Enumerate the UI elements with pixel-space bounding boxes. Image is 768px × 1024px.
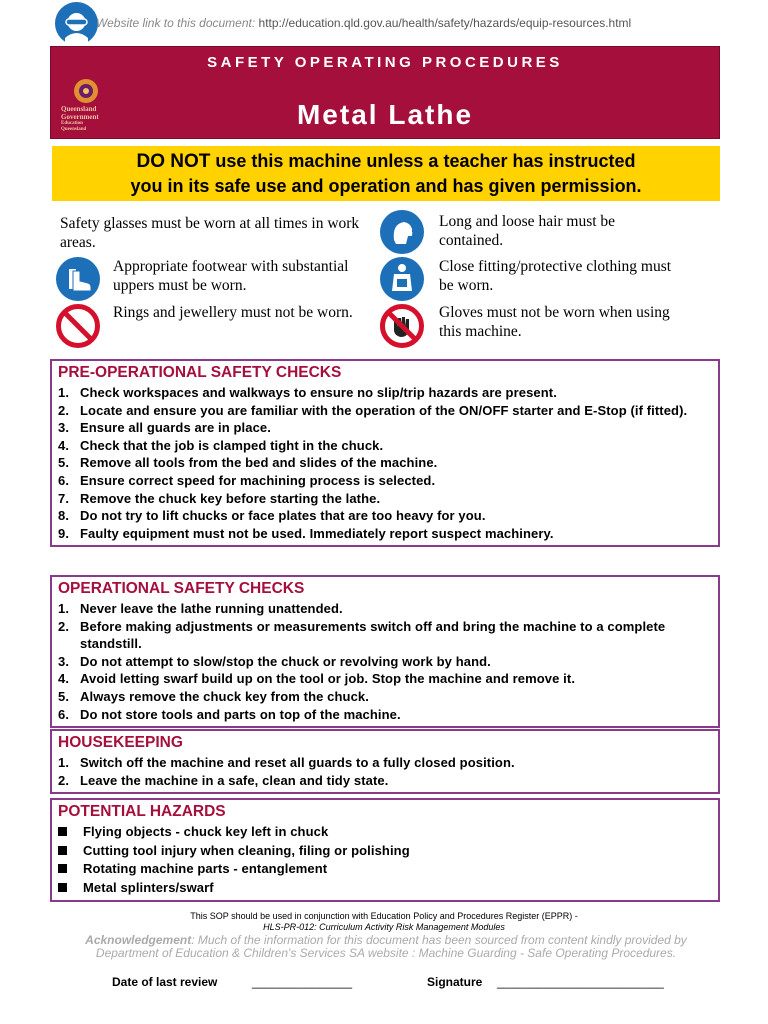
ppe-rings-text: Rings and jewellery must not be worn. [113,304,353,321]
bullet-icon [58,827,67,836]
link-url[interactable]: http://education.qld.gov.au/health/safety/hazards/equip-resources.html [258,16,632,30]
warning-banner [52,146,720,201]
list-item: 7. Remove the chuck key before starting the lathe. [58,490,381,506]
list-item: 5. Remove all tools from the bed and slides of the machine. [58,455,438,471]
list-item: 6. Do not store tools and parts on top of the machine. [58,706,401,722]
warning-bold: DO NOT [136,151,211,172]
sop-title: SAFETY OPERATING PROCEDURES [207,54,563,71]
list-item: 9. Faulty equipment must not be used. Immediately report suspect machinery. [58,525,554,541]
ppe-clothing-text: Close fitting/protective clothing must be worn. [439,258,672,294]
list-item: Metal splinters/swarf [58,879,712,898]
review-date-label: Date of last review [112,975,218,989]
bullet-icon [58,846,67,855]
list-item: Cutting tool injury when cleaning, filing or polishing [58,842,712,861]
protective-clothing-icon [380,257,424,301]
section-heading: POTENTIAL HAZARDS [58,803,226,820]
list-item: 3. Ensure all guards are in place. [58,420,271,436]
warning-line1: use this machine unless a teacher has instructed [210,151,636,171]
list-item: 1. Switch off the machine and reset all guards to a fully closed position. [58,755,515,770]
hair-contained-icon [380,210,424,254]
ppe-hair-text: Long and loose hair must be contained. [439,213,616,249]
document-link[interactable] [96,16,631,30]
pre-operational-section [50,359,720,547]
hazards-section [50,798,720,902]
list-item: 2. Before making adjustments or measurements switch off and bring the machine to a complete standstill. [58,618,666,652]
section-heading: OPERATIONAL SAFETY CHECKS [58,580,305,597]
section-heading: PRE-OPERATIONAL SAFETY CHECKS [58,364,342,381]
ack-label: Acknowledgement [85,933,192,947]
logo-text: Queensland Government Education Queensland [61,105,99,132]
operational-section [50,575,720,728]
list-item: Rotating machine parts - entanglement [58,860,712,879]
section-heading: HOUSEKEEPING [58,734,183,751]
ppe-glasses-text: Safety glasses must be worn at all times in work areas. [60,215,360,251]
ppe-footwear-text: Appropriate footwear with substantial uppers must be worn. [113,258,349,294]
list-item: 3. Do not attempt to slow/stop the chuck or revolving work by hand. [58,653,491,669]
bullet-icon [58,864,67,873]
bullet-icon [58,883,67,892]
list-item: 6. Ensure correct speed for machining process is selected. [58,472,436,488]
signature-line: _________________________ [497,975,664,989]
list-item: 4. Check that the job is clamped tight in the chuck. [58,437,384,453]
link-label: Website link to this document: [96,16,256,30]
list-item: Flying objects - chuck key left in chuck [58,823,712,842]
header-banner [50,46,720,139]
warning-line2: you in its safe use and operation and has given permission. [130,176,642,196]
eppr-note: This SOP should be used in conjunction with Education Policy and Procedures Register (EPPR) - [190,911,578,921]
ack-text: : Much of the information for this document has been sourced from content kindly provided by Department of Education & Children's Services SA website : Machine Guarding - Safe Operating Procedures. [95,933,687,960]
machine-title: Metal Lathe [296,99,474,130]
list-item: 2. Leave the machine in a safe, clean and tidy state. [58,772,389,788]
ppe-gloves-text: Gloves must not be worn when using this machine. [439,304,670,340]
housekeeping-section [50,729,720,794]
signature-label: Signature [427,975,483,989]
list-item: 1. Never leave the lathe running unattended. [58,601,343,616]
review-date-line: _______________ [252,975,353,989]
acknowledgement [56,934,716,960]
list-item: 4. Avoid letting swarf build up on the tool or job. Stop the machine and remove it. [58,671,576,687]
list-item: 8. Do not try to lift chucks or face plates that are too heavy for you. [58,508,486,524]
safety-glasses-icon [55,2,98,45]
list-item: 5. Always remove the chuck key from the chuck. [58,688,369,704]
list-item: 1. Check workspaces and walkways to ensure no slip/trip hazards are present. [58,385,557,400]
eppr-module: HLS-PR-012: Curriculum Activity Risk Management Modules [263,922,505,932]
no-gloves-icon [380,304,424,348]
safety-boots-icon [56,257,100,301]
list-item: 2. Locate and ensure you are familiar with the operation of the ON/OFF starter and E-Stop (if fitted). [58,402,688,418]
no-jewellery-icon [56,304,100,348]
